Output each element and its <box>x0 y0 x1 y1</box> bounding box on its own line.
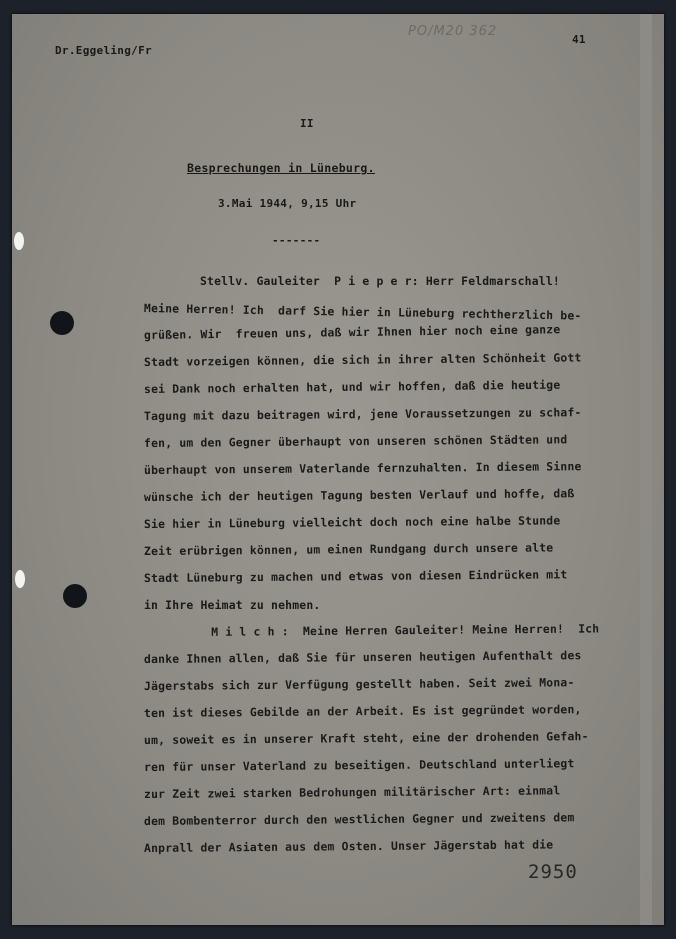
transcript-line: Sie hier in Lüneburg vielleicht doch noch eine halbe Stunde <box>143 513 561 532</box>
transcript-line: Anprall der Asiaten aus dem Osten. Unser Jägerstab hat die <box>143 837 554 856</box>
page-edge <box>640 14 652 925</box>
section-heading: Besprechungen in Lüneburg. <box>187 161 375 175</box>
transcript-line: zur Zeit zwei starken Bedrohungen militärischer Art: einmal <box>143 783 561 802</box>
section-separator: ------- <box>272 234 321 247</box>
transcript-line: Tagung mit dazu beitragen wird, jene Voraussetzungen zu schaf- <box>143 405 582 424</box>
page-number: 41 <box>572 33 586 46</box>
transcript-line: ren für unser Vaterland zu beseitigen. Deutschland unterliegt <box>143 756 575 775</box>
transcript-line: M i l c h : Meine Herren Gauleiter! Meine Herren! Ich <box>189 621 600 640</box>
handwritten-archive-note: PO/M20 362 <box>408 24 498 39</box>
punch-hole-top <box>50 311 74 335</box>
transcript-line: um, soweit es in unserer Kraft steht, eine der drohenden Gefah- <box>143 729 589 748</box>
transcript-line: ten ist dieses Gebilde an der Arbeit. Es ist gegründet worden, <box>143 702 582 721</box>
transcript-line: fen, um den Gegner überhaupt von unseren schönen Städten und <box>143 432 568 451</box>
transcript-line: sei Dank noch erhalten hat, und wir hoffen, daß die heutige <box>143 378 561 397</box>
punch-hole-bottom <box>63 584 87 608</box>
author-reference: Dr.Eggeling/Fr <box>55 44 152 57</box>
transcript-line: wünsche ich der heutigen Tagung besten Verlauf und hoffe, daß <box>143 486 575 505</box>
transcript-line: grüßen. Wir freuen uns, daß wir Ihnen hier noch eine ganze <box>143 322 561 343</box>
section-number: II <box>300 117 314 130</box>
transcript-line: Jägerstabs sich zur Verfügung gestellt haben. Seit zwei Mona- <box>143 675 575 694</box>
side-mark-top <box>14 232 24 250</box>
document-number-stamp: 2950 <box>528 861 578 883</box>
transcript-line: Stellv. Gauleiter P i e p e r: Herr Feldmarschall! <box>200 274 560 289</box>
transcript-line: in Ihre Heimat zu nehmen. <box>144 598 321 613</box>
transcript-line: Zeit erübrigen können, um einen Rundgang durch unsere alte <box>143 540 554 559</box>
side-mark-bottom <box>15 570 25 588</box>
transcript-line: dem Bombenterror durch den westlichen Gegner und zweitens dem <box>143 810 575 829</box>
transcript-line: danke Ihnen allen, daß Sie für unseren heutigen Aufenthalt des <box>143 648 582 667</box>
session-date-time: 3.Mai 1944, 9,15 Uhr <box>218 197 357 210</box>
transcript-line: Meine Herren! Ich darf Sie hier in Lüneburg rechtherzlich be- <box>143 301 582 324</box>
transcript-line: überhaupt von unserem Vaterlande fernzuhalten. In diesem Sinne <box>143 459 582 478</box>
transcript-line: Stadt Lüneburg zu machen und etwas von diesen Eindrücken mit <box>143 567 568 586</box>
transcript-line: Stadt vorzeigen können, die sich in ihrer alten Schönheit Gott <box>143 350 582 370</box>
